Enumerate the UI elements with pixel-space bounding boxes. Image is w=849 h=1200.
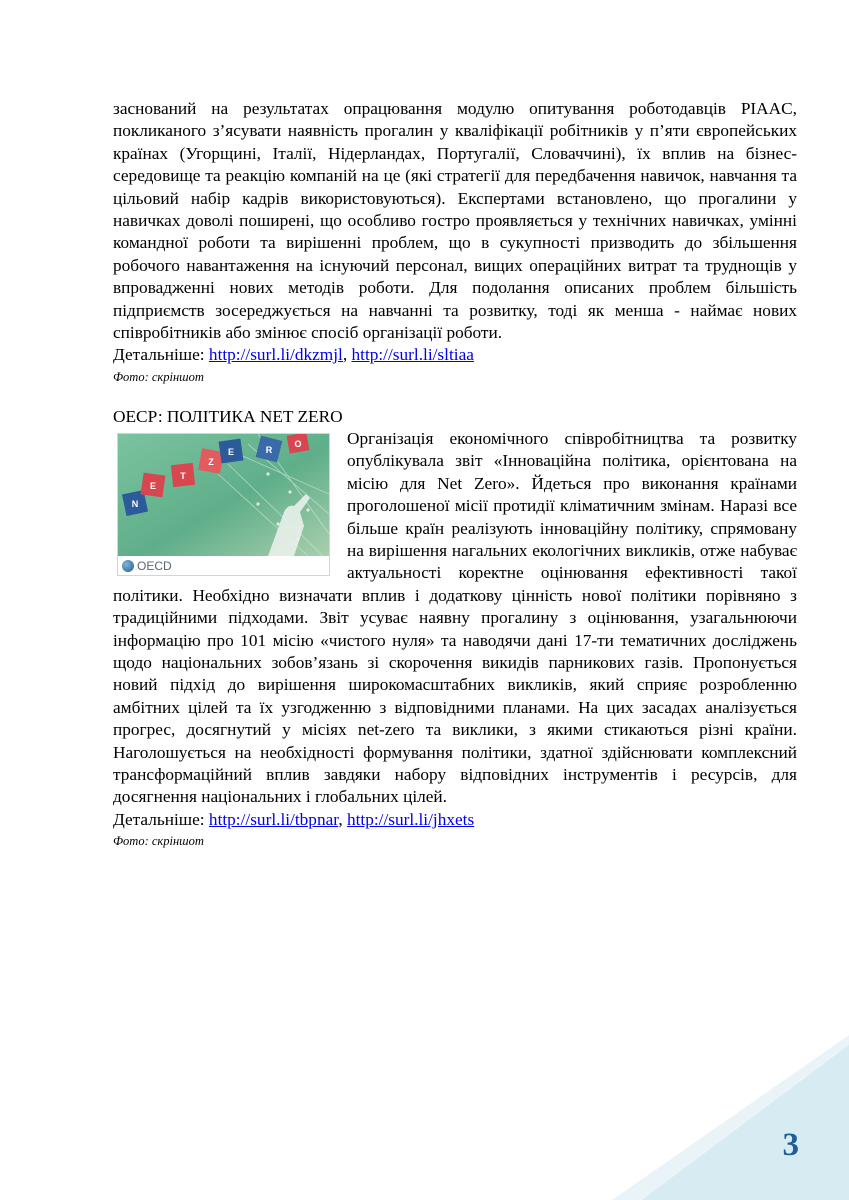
oecd-logo-text: OECD (137, 558, 172, 573)
net-zero-report-image (117, 433, 330, 576)
photo-caption: Фото: скріншот (113, 834, 204, 849)
details-link-4[interactable]: http://surl.li/jhxets (346, 809, 475, 829)
puzzle-letter: N (131, 498, 139, 509)
oecd-logo (122, 558, 172, 574)
corner-decoration (612, 1035, 849, 1200)
section2-paragraph: Організація економічного співробітництва та розвитку опублікувала звіт «Інноваційна політика, орієнтована на місію для Net Zero». Йдеться про виконання країнами проголошеної місії протидії кліматичним змінам. Наразі все більше країн реалізують інноваційну політику, спрямовану на вирішення нагальних екологічних викликів, отже набуває актуальності коректне оцінювання ефективності такої політики. Необхідно визначати вплив і додаткову цінність нової політики порівняно з традиційними підходами. Звіт усуває наявну прогалину з оцінювання, узагальнюючи інформацію про 101 місію «чистого нуля» та наводячи дані 17-ти тематичних досліджень щодо національних зобов’язань зі скорочення викидів парникових газів. Пропонується новий підхід до вирішення широкомасштабних викликів, який сприяє розробленню амбітних цілей та їх узгодженню з відповідними планами. На цих засадах аналізується прогрес, досягнутий у місіях net-zero та виклики, з якими стикаються різні країни. Наголошується на необхідності формування політики, здатної здійснювати комплексний трансформаційний вплив завдяки набору відповідних інструментів і ресурсів, для досягнення національних і глобальних цілей. (113, 428, 797, 807)
puzzle-letter: E (149, 480, 157, 491)
details-label: Детальніше: (113, 345, 209, 365)
page-content (113, 98, 797, 849)
puzzle-letter: R (265, 444, 273, 455)
details-label: Детальніше: (113, 809, 209, 829)
link-separator: , (342, 345, 352, 365)
section1-paragraph: заснований на результатах опрацювання модулю опитування роботодавців PIAAC, покликаного з’ясувати наявність прогалин у кваліфікації робітників у п’яти європейських країнах (Угорщині, Італії, Нідерландах, Португалії, Словаччині), їх вплив на бізнес-середовище та реакцію компаній на це (які стратегії для передбачення навичок, навчання та цільовий набір кадрів використовуються). Експертами встановлено, що прогалини у навичках доволі поширені, що особливо гостро проявляється у технічних навичках, умінні командної роботи та вирішенні проблем, що в сукупності призводить до збільшення робочого навантаження на існуючий персонал, вищих операційних витрат та труднощів у впровадженні нових методів роботи. Для подолання описаних проблем більшість підприємств зосереджується на навчанні та розвитку, тоді як менша - наймає нових співробітників або змінює спосіб організації роботи. (113, 99, 797, 343)
section1-details (113, 344, 797, 366)
puzzle-letter: Z (208, 456, 214, 467)
details-link-1[interactable]: http://surl.li/dkzmjl (208, 345, 343, 365)
section2-details (113, 809, 797, 831)
details-link-2[interactable]: http://surl.li/sltiaa (351, 345, 474, 365)
puzzle-illustration (118, 434, 329, 575)
puzzle-letter: O (294, 438, 302, 449)
puzzle-letter: E (227, 446, 235, 457)
puzzle-letter: T (180, 470, 186, 481)
details-link-3[interactable]: http://surl.li/tbpnar (208, 809, 339, 829)
section2-heading: ОЕСР: ПОЛІТИКА NET ZERO (113, 406, 343, 426)
photo-caption: Фото: скріншот (113, 369, 204, 384)
globe-icon (122, 560, 134, 572)
link-separator: , (338, 809, 347, 829)
page-number: 3 (782, 1127, 799, 1163)
